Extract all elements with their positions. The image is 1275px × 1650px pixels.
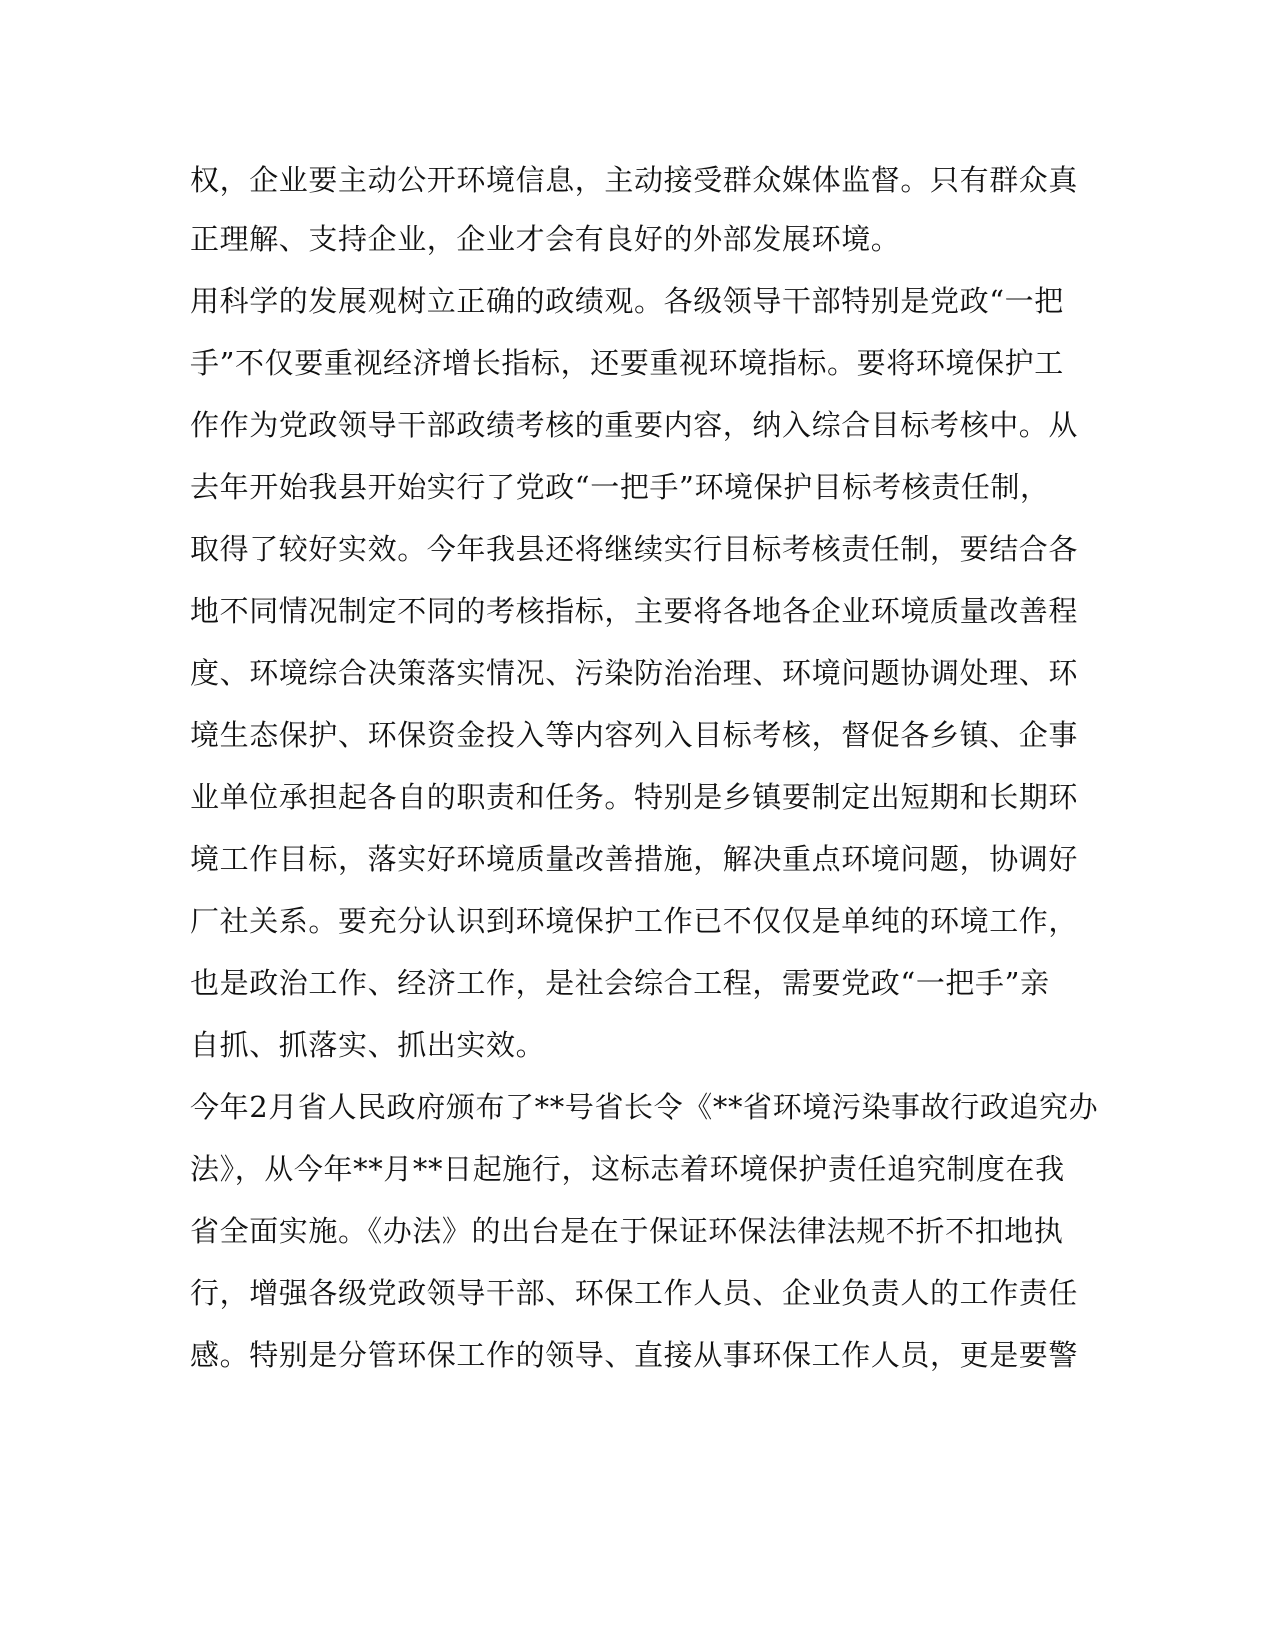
text-line: 权，企业要主动公开环境信息，主动接受群众媒体监督。只有群众真 (190, 163, 1079, 197)
text-line: 去年开始我县开始实行了党政“一把手”环境保护目标考核责任制， (190, 470, 1050, 504)
text-line: 用科学的发展观树立正确的政绩观。各级领导干部特别是党政“一把 (190, 284, 1064, 318)
text-line: 自抓、抓落实、抓出实效。 (190, 1028, 546, 1062)
text-line: 法》，从今年**月**日起施行，这标志着环境保护责任追究制度在我 (190, 1152, 1065, 1186)
text-line: 正理解、支持企业，企业才会有良好的外部发展环境。 (190, 222, 901, 256)
text-line: 度、环境综合决策落实情况、污染防治治理、环境问题协调处理、环 (190, 656, 1079, 690)
text-line: 取得了较好实效。今年我县还将继续实行目标考核责任制，要结合各 (190, 532, 1079, 566)
text-line: 也是政治工作、经济工作，是社会综合工程，需要党政“一把手”亲 (190, 966, 1050, 1000)
text-line: 感。特别是分管环保工作的领导、直接从事环保工作人员，更是要警 (190, 1338, 1079, 1372)
text-line: 手”不仅要重视经济增长指标，还要重视环境指标。要将环境保护工 (190, 346, 1064, 380)
text-line: 作作为党政领导干部政绩考核的重要内容，纳入综合目标考核中。从 (190, 408, 1079, 442)
text-line: 厂社关系。要充分认识到环境保护工作已不仅仅是单纯的环境工作， (190, 904, 1079, 938)
text-line: 省全面实施。《办法》的出台是在于保证环保法律法规不折不扣地执 (190, 1214, 1064, 1248)
text-line: 境工作目标，落实好环境质量改善措施，解决重点环境问题，协调好 (190, 842, 1079, 876)
text-line: 地不同情况制定不同的考核指标，主要将各地各企业环境质量改善程 (190, 594, 1079, 628)
text-line: 业单位承担起各自的职责和任务。特别是乡镇要制定出短期和长期环 (190, 780, 1079, 814)
text-line: 今年2月省人民政府颁布了**号省长令《**省环境污染事故行政追究办 (190, 1090, 1099, 1124)
text-line: 境生态保护、环保资金投入等内容列入目标考核，督促各乡镇、企事 (190, 718, 1079, 752)
text-line: 行，增强各级党政领导干部、环保工作人员、企业负责人的工作责任 (190, 1276, 1079, 1310)
